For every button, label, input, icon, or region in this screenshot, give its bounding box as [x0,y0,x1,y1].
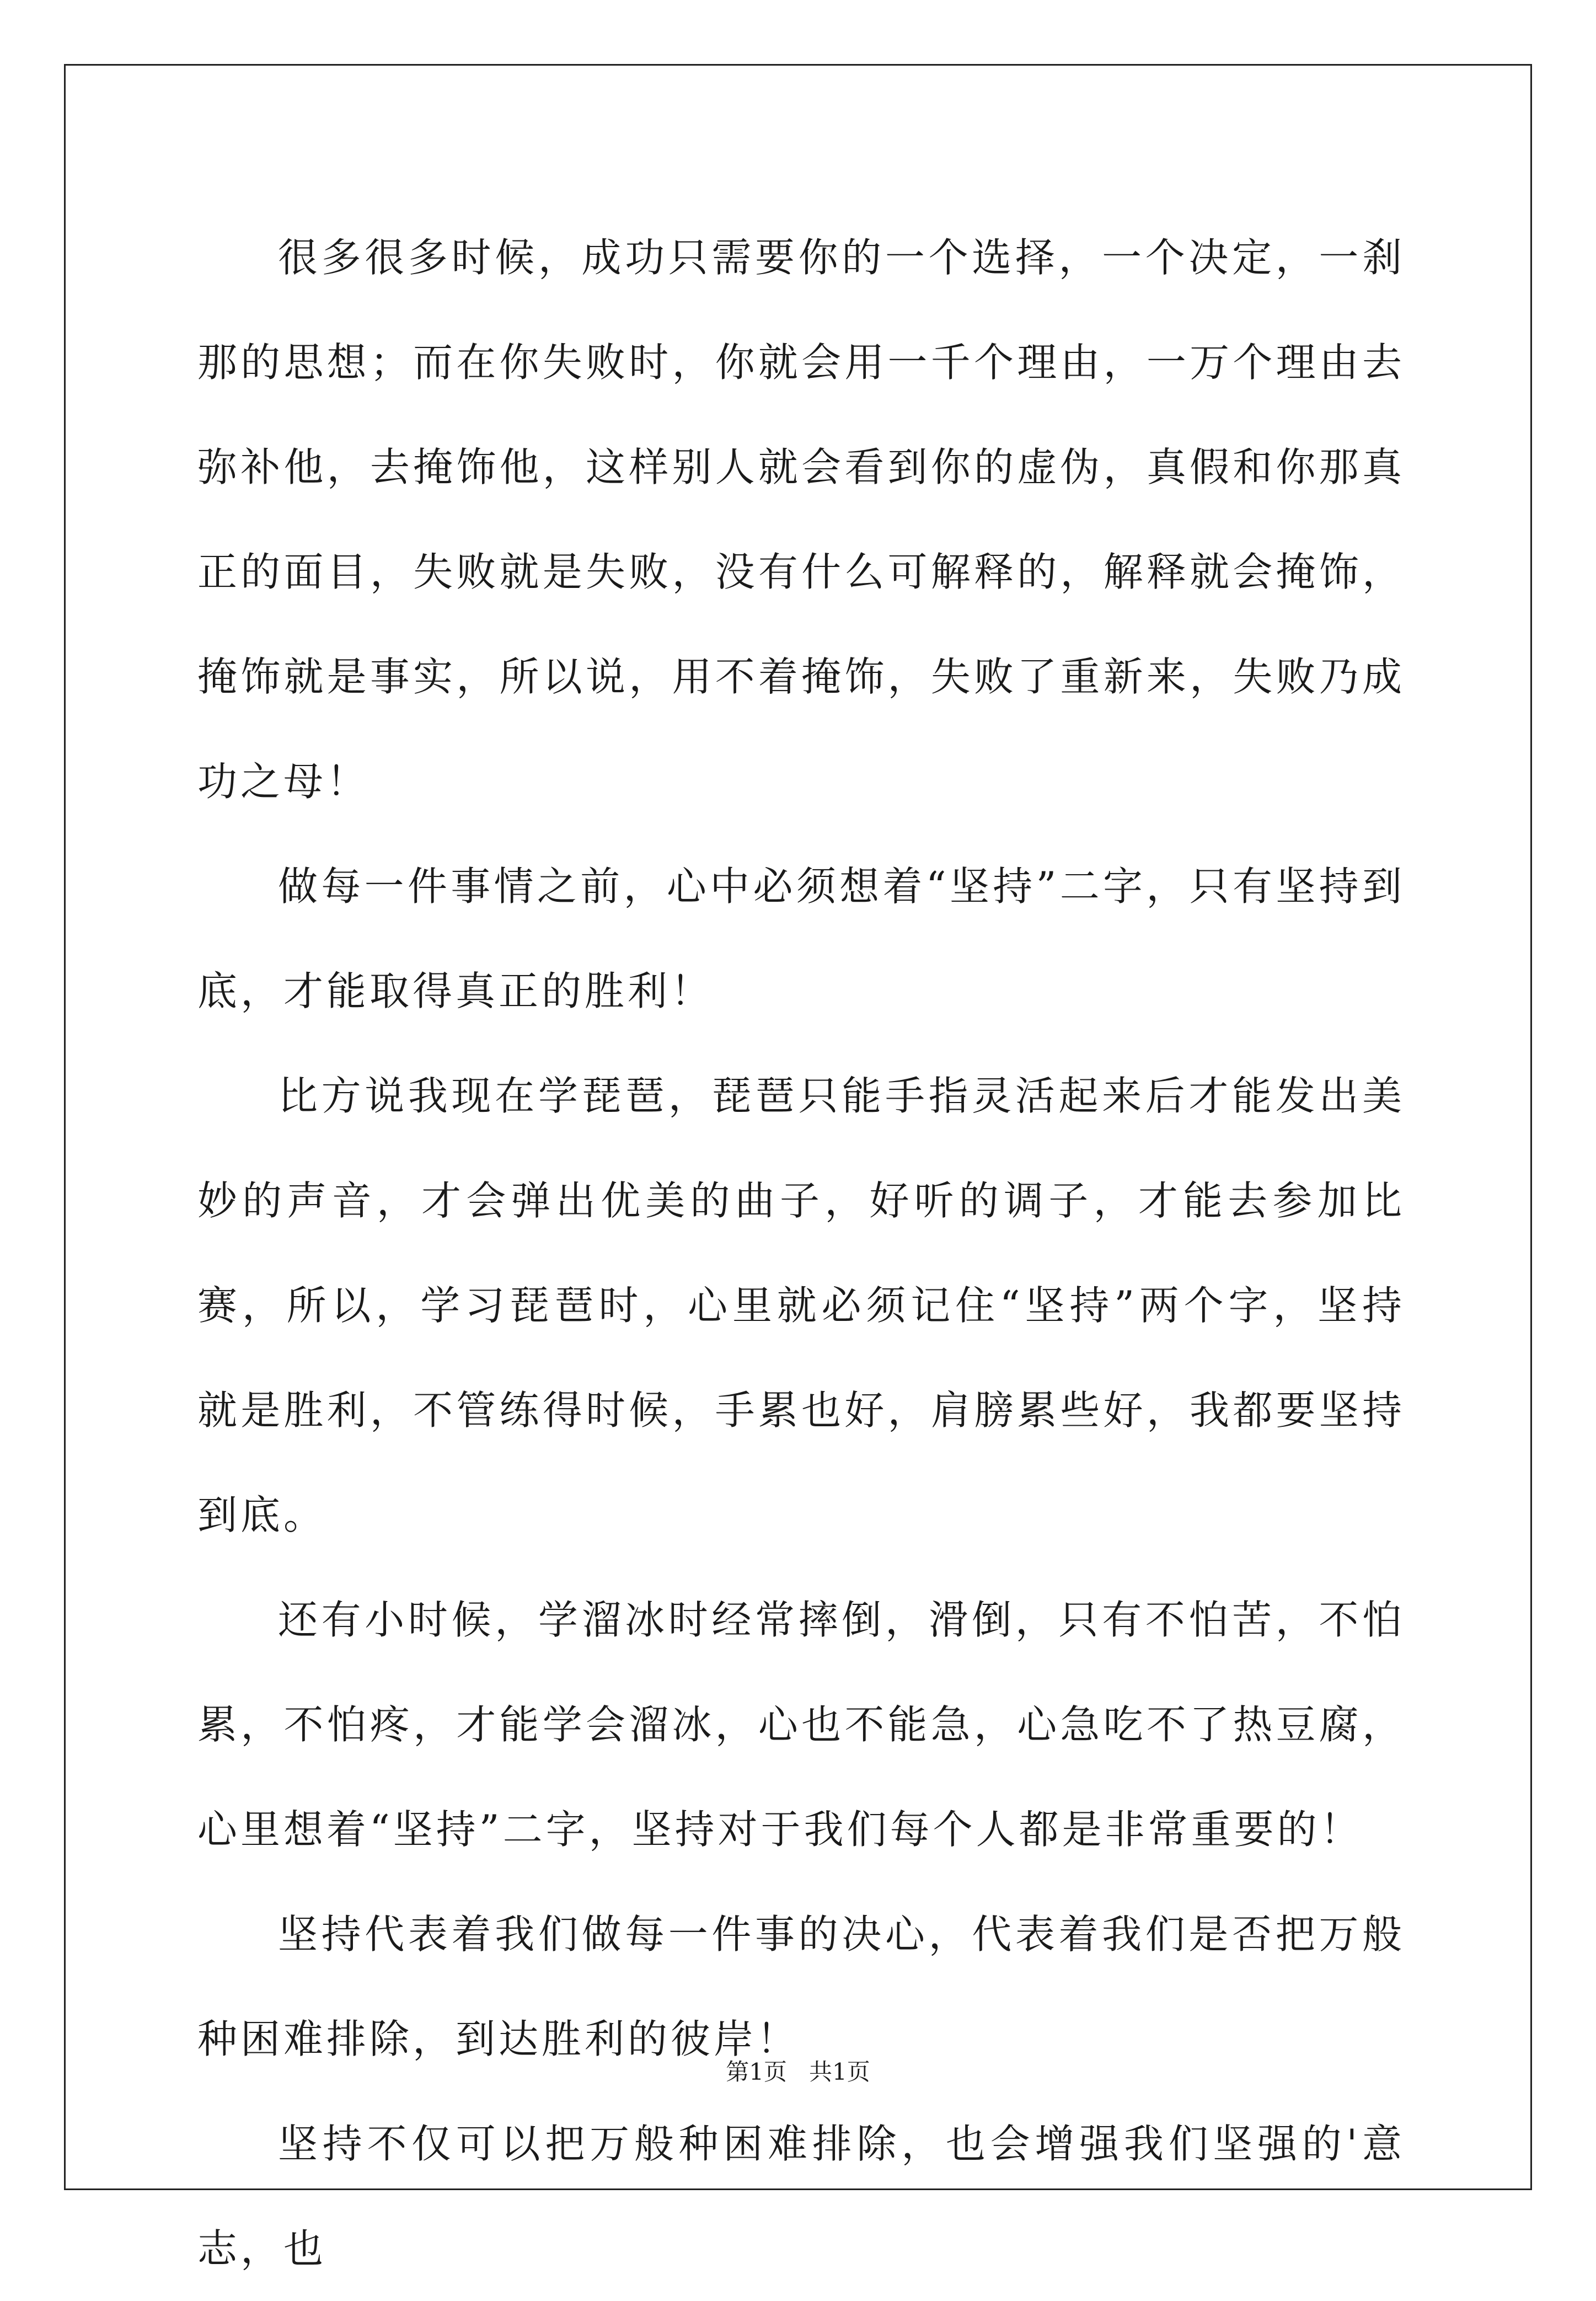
paragraph-1: 很多很多时候，成功只需要你的一个选择，一个决定，一刹那的思想；而在你失败时，你就会用一千个理由，一万个理由去弥补他，去掩饰他，这样别人就会看到你的虚伪，真假和你那真正的面目，失败就是失败，没有什么可解释的，解释就会掩饰，掩饰就是事实，所以说，用不着掩饰，失败了重新来，失败乃成功之母！ [197,234,1405,805]
paragraph-6: 坚持不仅可以把万般种困难排除，也会增强我们坚强的'意志，也 [197,2121,1405,2272]
paragraph-3: 比方说我现在学琵琶，琵琶只能手指灵活起来后才能发出美妙的声音，才会弹出优美的曲子，好听的调子，才能去参加比赛，所以，学习琵琶时，心里就必须记住“坚持”两个字，坚持就是胜利，不管练得时候，手累也好，肩膀累些好，我都要坚持到底。 [197,1073,1405,1538]
paragraph-2: 做每一件事情之前，心中必须想着“坚持”二字，只有坚持到底，才能取得真正的胜利！ [197,863,1405,1014]
document-body [197,205,1405,2301]
paragraph-4: 还有小时候，学溜冰时经常摔倒，滑倒，只有不怕苦，不怕累，不怕疼，才能学会溜冰，心也不能急，心急吃不了热豆腐，心里想着“坚持”二字，坚持对于我们每个人都是非常重要的！ [197,1597,1405,1853]
page-footer: 第1页 共1页 [726,2058,870,2085]
paragraph-5: 坚持代表着我们做每一件事的决心，代表着我们是否把万般种困难排除，到达胜利的彼岸！ [197,1911,1405,2062]
